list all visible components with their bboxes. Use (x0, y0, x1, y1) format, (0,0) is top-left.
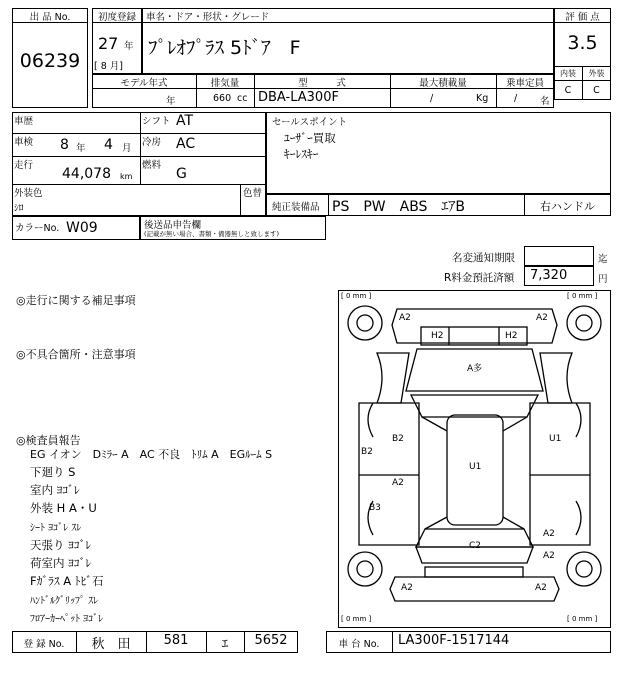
damage-mark: A2 (401, 583, 413, 593)
registration-number: 5652 (254, 633, 288, 648)
damage-mark: H2 (431, 331, 444, 341)
capacity-value: / (514, 93, 518, 104)
tire-rear-right-tread: [ 0 mm ] (567, 615, 598, 623)
damage-mark: A2 (543, 529, 555, 539)
sales-point-line: ｷｰﾚｽｷｰ (284, 147, 319, 161)
recycle-fee-unit: 円 (598, 274, 608, 285)
color-number-label: カラーNo. (15, 223, 60, 234)
damage-mark: B2 (361, 447, 373, 457)
ac-value: AC (176, 136, 196, 152)
max-load-value: / (430, 93, 434, 104)
damage-mark: B3 (369, 503, 381, 513)
exterior-grade: C (593, 85, 600, 96)
name-change-label: 名変通知期限 (452, 252, 515, 264)
name-change-unit: 迄 (598, 254, 608, 265)
inspector-note: ｼｰﾄ ﾖｺﾞﾚ ｽﾚ (30, 523, 82, 534)
displacement-label: 排気量 (210, 78, 240, 89)
damage-mark: A多 (467, 364, 483, 374)
registration-number-label: 登 録 No. (23, 639, 65, 650)
registration-area: 秋 田 (91, 637, 131, 652)
first-registration-label: 初度登録 (97, 12, 136, 23)
chassis-number-label: 車 台 No. (338, 639, 380, 650)
ac-label: 冷房 (142, 137, 162, 148)
lot-number: 06239 (19, 50, 81, 72)
mileage-unit: km (120, 172, 133, 181)
shift-label: シフト (142, 116, 171, 127)
capacity-unit: 名 (540, 96, 550, 107)
inspector-report-label: ◎検査員報告 (16, 434, 81, 447)
exterior-label: 外装 (588, 69, 605, 78)
car-outline (339, 291, 610, 627)
tire-front-left-tread: [ 0 mm ] (341, 292, 372, 300)
score-value: 3.5 (567, 32, 598, 54)
inspector-note: 下廻り S (30, 465, 76, 479)
inspector-note: ﾌﾛｱｰｶｰﾍﾟｯﾄ ﾖｺﾞﾚ (30, 614, 104, 625)
interior-grade: C (564, 85, 572, 96)
mileage-value: 44,078 (62, 166, 111, 182)
equipment-value: PS PW ABS ｴｱB (332, 199, 466, 215)
inspection-year: 8 (60, 137, 69, 153)
equipment-label: 純正装備品 (272, 202, 320, 213)
registration-class: 581 (163, 633, 189, 648)
inspection-month: 4 (104, 137, 113, 153)
inspector-note: Fｶﾞﾗｽ A ﾄﾋﾞ石 (30, 574, 104, 588)
inspection-year-unit: 年 (76, 143, 86, 154)
damage-mark: U1 (469, 462, 482, 472)
damage-mark: H2 (505, 331, 518, 341)
capacity-label: 乗車定員 (505, 78, 544, 89)
details-box (12, 112, 266, 216)
inspector-note: 外装 H A・U (30, 501, 97, 515)
damage-mark: A2 (536, 313, 548, 323)
name-change-box (524, 246, 594, 266)
inspector-note: 天張り ﾖｺﾞﾚ (30, 538, 92, 552)
first-registration-month: [ 8 月] (94, 61, 123, 72)
damage-mark: A2 (543, 551, 555, 561)
inspector-note: 荷室内 ﾖｺﾞﾚ (30, 556, 92, 570)
recycle-fee-label: R料金預託済額 (444, 272, 515, 284)
inspector-note: 室内 ﾖｺﾞﾚ (30, 483, 80, 497)
damage-mark: A2 (392, 478, 404, 488)
displacement-unit: cc (237, 93, 248, 104)
color-number-value: W09 (66, 220, 98, 236)
type-label: 型 式 (298, 78, 346, 89)
history-label: 車歴 (14, 116, 34, 127)
fuel-value: G (176, 166, 187, 182)
chassis-number: LA300F-1517144 (398, 633, 510, 648)
damage-mark: A2 (535, 583, 547, 593)
car-name: ﾌﾟﾚｵﾌﾟﾗｽ 5ﾄﾞｱ F (148, 37, 301, 59)
displacement-value: 660 (213, 93, 232, 104)
inspector-note: EG イオン Dﾐﾗｰ A AC 不良 ﾄﾘﾑ A EGﾙｰﾑ S (30, 448, 273, 461)
damage-mark: A2 (399, 313, 411, 323)
post-documents-label: 後送品申告欄 (144, 220, 202, 231)
damage-mark: B2 (392, 434, 404, 444)
damage-mark: C2 (469, 541, 482, 551)
interior-label: 内装 (560, 69, 576, 78)
tire-rear-left-tread: [ 0 mm ] (341, 615, 372, 623)
registration-kana: ｴ (221, 637, 229, 652)
score-label: 評 価 点 (565, 12, 600, 23)
sales-point-line: ﾕｰｻﾞｰ買取 (284, 131, 336, 145)
inspection-label: 車検 (14, 137, 34, 148)
max-load-unit: Kg (476, 93, 489, 104)
exterior-color-label: 外装色 (14, 188, 43, 199)
tire-front-right-tread: [ 0 mm ] (567, 292, 598, 300)
lot-number-label: 出 品 No. (29, 12, 71, 23)
driving-supplement-label: ◎走行に関する補足事項 (16, 294, 136, 307)
mileage-label: 走行 (14, 160, 34, 171)
shift-value: AT (176, 113, 194, 129)
damage-mark: U1 (549, 434, 562, 444)
first-registration-year: 27 (98, 34, 119, 53)
damage-diagram (338, 290, 611, 628)
recycle-fee-value: 7,320 (530, 268, 568, 283)
defects-label: ◎不具合箇所・注意事項 (16, 348, 136, 361)
inspection-month-unit: 月 (122, 143, 132, 154)
first-registration-year-unit: 年 (124, 41, 134, 52)
type-value: DBA-LA300F (258, 90, 339, 105)
exterior-color-value: ｼﾛ (14, 203, 24, 214)
model-year-label: モデル年式 (120, 78, 168, 89)
steering-side: 右ハンドル (540, 200, 595, 213)
inspector-note: ﾊﾝﾄﾞﾙｸﾞﾘｯﾌﾟ ｽﾚ (30, 596, 99, 607)
sales-points-label: セールスポイント (272, 117, 348, 128)
post-documents-note: (記載が無い場合、書類・備器無しと致します) (144, 230, 280, 238)
repaint-label: 色替 (243, 188, 263, 199)
fuel-label: 燃料 (142, 160, 162, 171)
car-name-label: 車名・ドア・形状・グレード (146, 12, 270, 23)
model-year-unit: 年 (166, 96, 176, 107)
max-load-label: 最大積載量 (419, 78, 467, 89)
